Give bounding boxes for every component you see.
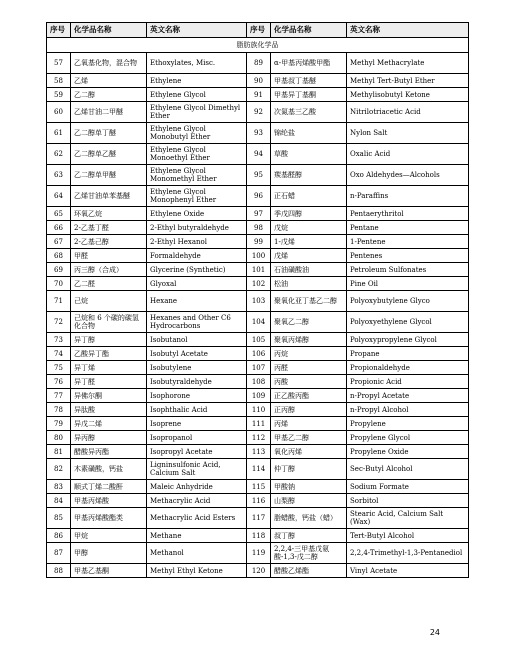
english-name-2: Oxalic Acid	[347, 144, 469, 165]
table-row	[47, 508, 469, 529]
chemical-name-2: 甲酸钠	[271, 480, 347, 494]
row-number-2: 97	[247, 207, 271, 221]
chemical-name-1: 异丙醇	[71, 431, 147, 445]
english-name-2: n-Paraffins	[347, 186, 469, 207]
chemical-name-1: 丙三醇（合成）	[71, 263, 147, 277]
row-number-1: 67	[47, 235, 71, 249]
row-number-2: 113	[247, 445, 271, 459]
english-name-2: Propionaldehyde	[347, 361, 469, 375]
chemical-name-2: 季戊四醇	[271, 207, 347, 221]
chemical-name-1: 乙烯甘油二甲醚	[71, 102, 147, 123]
row-number-1: 79	[47, 417, 71, 431]
chemical-name-1: 乙二醇单乙醚	[71, 144, 147, 165]
table-row	[47, 123, 469, 144]
chemical-name-1: 甲烷	[71, 529, 147, 543]
table-row	[47, 53, 469, 74]
chemical-name-1: 甲基丙烯酸	[71, 494, 147, 508]
row-number-1: 61	[47, 123, 71, 144]
row-number-1: 59	[47, 88, 71, 102]
english-name-2: Sec-Butyl Alcohol	[347, 459, 469, 480]
table-row	[47, 207, 469, 221]
row-number-2: 96	[247, 186, 271, 207]
table-body	[47, 38, 469, 578]
row-number-1: 69	[47, 263, 71, 277]
english-name-1: Isobutyraldehyde	[147, 375, 247, 389]
chemical-name-2: 聚氧丙烯醇	[271, 333, 347, 347]
english-name-2: Polyoxypropylene Glycol	[347, 333, 469, 347]
table-row	[47, 277, 469, 291]
english-name-1: Methanol	[147, 543, 247, 564]
english-name-2: Tert-Butyl Alcohol	[347, 529, 469, 543]
chemical-name-1: 异丁烯	[71, 361, 147, 375]
table-row	[47, 389, 469, 403]
chemical-name-1: 异戊二烯	[71, 417, 147, 431]
chemical-name-1: 木素磺酸，钙盐	[71, 459, 147, 480]
row-number-2: 103	[247, 291, 271, 312]
english-name-1: Ligninsulfonic Acid, Calcium Salt	[147, 459, 247, 480]
header-chemical-name-2: 化学品名称	[271, 23, 347, 38]
chemical-name-1: 己烷	[71, 291, 147, 312]
english-name-1: Ethylene Glycol Monobutyl Ether	[147, 123, 247, 144]
row-number-2: 119	[247, 543, 271, 564]
chemical-name-1: 乙二醛	[71, 277, 147, 291]
table-row	[47, 333, 469, 347]
row-number-2: 107	[247, 361, 271, 375]
english-name-1: Ethylene Glycol Dimethyl Ether	[147, 102, 247, 123]
english-name-1: Hexane	[147, 291, 247, 312]
row-number-2: 117	[247, 508, 271, 529]
english-name-1: Ethoxylates, Misc.	[147, 53, 247, 74]
table-row	[47, 312, 469, 333]
header-chemical-name-1: 化学品名称	[71, 23, 147, 38]
table-row	[47, 529, 469, 543]
english-name-2: Pine Oil	[347, 277, 469, 291]
table-row	[47, 235, 469, 249]
row-number-1: 82	[47, 459, 71, 480]
chemical-name-1: 乙二醇单甲醚	[71, 165, 147, 186]
english-name-1: Ethylene	[147, 74, 247, 88]
row-number-1: 86	[47, 529, 71, 543]
table-row	[47, 88, 469, 102]
english-name-2: Oxo Aldehydes—Alcohols	[347, 165, 469, 186]
table-row	[47, 417, 469, 431]
row-number-1: 70	[47, 277, 71, 291]
chemical-name-2: 次氮基三乙酸	[271, 102, 347, 123]
english-name-1: Methacrylic Acid	[147, 494, 247, 508]
row-number-1: 87	[47, 543, 71, 564]
row-number-2: 109	[247, 389, 271, 403]
row-number-2: 93	[247, 123, 271, 144]
chemical-name-2: 醋酸乙烯酯	[271, 564, 347, 578]
row-number-2: 110	[247, 403, 271, 417]
english-name-2: Polyoxyethylene Glycol	[347, 312, 469, 333]
english-name-2: Polyoxybutylene Glyco	[347, 291, 469, 312]
english-name-1: Methyl Ethyl Ketone	[147, 564, 247, 578]
row-number-2: 91	[247, 88, 271, 102]
row-number-1: 83	[47, 480, 71, 494]
english-name-2: Methyl Tert-Butyl Ether	[347, 74, 469, 88]
english-name-1: Isophorone	[147, 389, 247, 403]
chemical-name-2: 聚氧化亚丁基乙二醇	[271, 291, 347, 312]
english-name-1: Ethylene Oxide	[147, 207, 247, 221]
english-name-1: Glyoxal	[147, 277, 247, 291]
row-number-2: 114	[247, 459, 271, 480]
row-number-2: 101	[247, 263, 271, 277]
row-number-1: 68	[47, 249, 71, 263]
english-name-2: 1-Pentene	[347, 235, 469, 249]
chemical-name-1: 2-乙基丁醛	[71, 221, 147, 235]
document-page	[46, 22, 468, 578]
chemical-name-2: 1-戊烯	[271, 235, 347, 249]
chemical-name-2: 2,2,4-三甲基戊氨酸-1,3-戊二醇	[271, 543, 347, 564]
chemical-name-2: 氧化丙烯	[271, 445, 347, 459]
english-name-1: Ethylene Glycol Monoethyl Ether	[147, 144, 247, 165]
english-name-2: Sodium Formate	[347, 480, 469, 494]
row-number-1: 77	[47, 389, 71, 403]
chemical-name-1: 乙二醇	[71, 88, 147, 102]
header-number-2: 序号	[247, 23, 271, 38]
table-row	[47, 347, 469, 361]
row-number-1: 64	[47, 186, 71, 207]
chemical-name-2: 甲基乙二醇	[271, 431, 347, 445]
row-number-2: 115	[247, 480, 271, 494]
english-name-1: Isobutanol	[147, 333, 247, 347]
english-name-1: Isophthalic Acid	[147, 403, 247, 417]
chemical-name-1: 乙酸异丁酯	[71, 347, 147, 361]
table-row	[47, 459, 469, 480]
english-name-2: Propane	[347, 347, 469, 361]
header-english-name-2: 英文名称	[347, 23, 469, 38]
row-number-2: 100	[247, 249, 271, 263]
chemical-name-1: 环氧乙烷	[71, 207, 147, 221]
chemical-name-2: 丙烯	[271, 417, 347, 431]
chemical-name-1: 乙烯	[71, 74, 147, 88]
chemical-name-1: 乙烯甘油单苯基醚	[71, 186, 147, 207]
english-name-1: Methane	[147, 529, 247, 543]
english-name-1: Isoprene	[147, 417, 247, 431]
chemical-name-2: 丙酸	[271, 375, 347, 389]
section-row	[47, 38, 469, 53]
row-number-1: 76	[47, 375, 71, 389]
row-number-2: 102	[247, 277, 271, 291]
chemical-name-2: 丙醛	[271, 361, 347, 375]
chemicals-table	[46, 22, 469, 578]
chemical-name-2: 正丙醇	[271, 403, 347, 417]
row-number-2: 92	[247, 102, 271, 123]
chemical-name-1: 顺式丁烯二酸酐	[71, 480, 147, 494]
english-name-1: Methacrylic Acid Esters	[147, 508, 247, 529]
row-number-2: 89	[247, 53, 271, 74]
table-row	[47, 445, 469, 459]
table-row	[47, 403, 469, 417]
chemical-name-1: 甲基丙烯酸酯类	[71, 508, 147, 529]
row-number-1: 78	[47, 403, 71, 417]
row-number-2: 106	[247, 347, 271, 361]
chemical-name-2: 丙烷	[271, 347, 347, 361]
chemical-name-2: 正石蜡	[271, 186, 347, 207]
row-number-2: 105	[247, 333, 271, 347]
header-row	[47, 23, 469, 38]
english-name-2: Petroleum Sulfonates	[347, 263, 469, 277]
table-row	[47, 74, 469, 88]
row-number-1: 62	[47, 144, 71, 165]
english-name-1: Isopropyl Acetate	[147, 445, 247, 459]
english-name-2: Propylene Oxide	[347, 445, 469, 459]
english-name-1: Ethylene Glycol Monophenyl Ether	[147, 186, 247, 207]
english-name-1: Formaldehyde	[147, 249, 247, 263]
english-name-1: Glycerine (Synthetic)	[147, 263, 247, 277]
row-number-1: 65	[47, 207, 71, 221]
chemical-name-1: 乙二醇单丁醚	[71, 123, 147, 144]
chemical-name-1: 甲醛	[71, 249, 147, 263]
table-row	[47, 263, 469, 277]
english-name-1: Maleic Anhydride	[147, 480, 247, 494]
chemical-name-1: 乙氧基化物，混合物	[71, 53, 147, 74]
english-name-1: Isobutylene	[147, 361, 247, 375]
row-number-2: 104	[247, 312, 271, 333]
page-number: 24	[429, 628, 440, 637]
row-number-1: 73	[47, 333, 71, 347]
table-row	[47, 431, 469, 445]
english-name-2: Vinyl Acetate	[347, 564, 469, 578]
english-name-2: Pentaerythritol	[347, 207, 469, 221]
table-row	[47, 361, 469, 375]
table-row	[47, 480, 469, 494]
row-number-1: 80	[47, 431, 71, 445]
chemical-name-2: 石油磺酸油	[271, 263, 347, 277]
table-row	[47, 186, 469, 207]
chemical-name-2: 锦纶盐	[271, 123, 347, 144]
chemical-name-2: 叔丁醇	[271, 529, 347, 543]
row-number-1: 74	[47, 347, 71, 361]
chemical-name-2: 甲基异丁基酮	[271, 88, 347, 102]
chemical-name-1: 异肽酸	[71, 403, 147, 417]
chemical-name-2: 羰基醛醇	[271, 165, 347, 186]
chemical-name-1: 甲醇	[71, 543, 147, 564]
row-number-1: 71	[47, 291, 71, 312]
row-number-1: 88	[47, 564, 71, 578]
table-row	[47, 165, 469, 186]
row-number-1: 85	[47, 508, 71, 529]
english-name-1: Isopropanol	[147, 431, 247, 445]
english-name-1: Ethylene Glycol Monomethyl Ether	[147, 165, 247, 186]
row-number-1: 84	[47, 494, 71, 508]
table-row	[47, 543, 469, 564]
english-name-2: Pentenes	[347, 249, 469, 263]
chemical-name-2: 甲基叔丁基醚	[271, 74, 347, 88]
chemical-name-2: 脂蜡酸，钙盐（蜡）	[271, 508, 347, 529]
row-number-1: 60	[47, 102, 71, 123]
table-row	[47, 102, 469, 123]
english-name-2: Nitrilotriacetic Acid	[347, 102, 469, 123]
chemical-name-2: 戊烯	[271, 249, 347, 263]
english-name-1: 2-Ethyl Hexanol	[147, 235, 247, 249]
english-name-2: Pentane	[347, 221, 469, 235]
chemical-name-1: 甲基乙基酮	[71, 564, 147, 578]
row-number-2: 98	[247, 221, 271, 235]
header-number-1: 序号	[47, 23, 71, 38]
english-name-2: Stearic Acid, Calcium Salt (Wax)	[347, 508, 469, 529]
chemical-name-2: 戊烷	[271, 221, 347, 235]
chemical-name-1: 2-乙基己醇	[71, 235, 147, 249]
english-name-2: Methylisobutyl Ketone	[347, 88, 469, 102]
english-name-2: Propylene Glycol	[347, 431, 469, 445]
header-english-name-1: 英文名称	[147, 23, 247, 38]
english-name-1: Isobutyl Acetate	[147, 347, 247, 361]
row-number-1: 58	[47, 74, 71, 88]
chemical-name-1: 异丁醛	[71, 375, 147, 389]
english-name-2: Propylene	[347, 417, 469, 431]
table-row	[47, 144, 469, 165]
table-row	[47, 291, 469, 312]
chemical-name-2: 山梨醇	[271, 494, 347, 508]
english-name-2: Nylon Salt	[347, 123, 469, 144]
table-row	[47, 249, 469, 263]
row-number-2: 108	[247, 375, 271, 389]
table-row	[47, 494, 469, 508]
row-number-1: 63	[47, 165, 71, 186]
chemical-name-2: 仲丁醇	[271, 459, 347, 480]
chemical-name-1: 异佛尔酮	[71, 389, 147, 403]
row-number-2: 90	[247, 74, 271, 88]
row-number-2: 99	[247, 235, 271, 249]
english-name-2: n-Propyl Acetate	[347, 389, 469, 403]
english-name-2: Sorbitol	[347, 494, 469, 508]
chemical-name-2: α-甲基丙烯酸甲酯	[271, 53, 347, 74]
english-name-1: Ethylene Glycol	[147, 88, 247, 102]
english-name-2: n-Propyl Alcohol	[347, 403, 469, 417]
chemical-name-2: 聚氧乙二醇	[271, 312, 347, 333]
english-name-1: Hexanes and Other C6 Hydrocarbons	[147, 312, 247, 333]
row-number-1: 66	[47, 221, 71, 235]
english-name-2: Propionic Acid	[347, 375, 469, 389]
row-number-1: 72	[47, 312, 71, 333]
table-row	[47, 221, 469, 235]
english-name-2: Methyl Methacrylate	[347, 53, 469, 74]
row-number-2: 95	[247, 165, 271, 186]
row-number-2: 120	[247, 564, 271, 578]
row-number-1: 75	[47, 361, 71, 375]
row-number-1: 81	[47, 445, 71, 459]
row-number-2: 116	[247, 494, 271, 508]
row-number-2: 94	[247, 144, 271, 165]
chemical-name-1: 异丁醇	[71, 333, 147, 347]
chemical-name-2: 草酸	[271, 144, 347, 165]
section-title: 脂肪族化学品	[47, 38, 469, 53]
row-number-2: 112	[247, 431, 271, 445]
chemical-name-1: 己烷和 6 个碳的碳氢化合物	[71, 312, 147, 333]
english-name-2: 2,2,4-Trimethyl-1,3-Pentanediol	[347, 543, 469, 564]
chemical-name-2: 松油	[271, 277, 347, 291]
row-number-1: 57	[47, 53, 71, 74]
row-number-2: 111	[247, 417, 271, 431]
table-row	[47, 564, 469, 578]
english-name-1: 2-Ethyl butyraldehyde	[147, 221, 247, 235]
table-row	[47, 375, 469, 389]
chemical-name-1: 醋酸异丙酯	[71, 445, 147, 459]
chemical-name-2: 正乙酸丙酯	[271, 389, 347, 403]
row-number-2: 118	[247, 529, 271, 543]
